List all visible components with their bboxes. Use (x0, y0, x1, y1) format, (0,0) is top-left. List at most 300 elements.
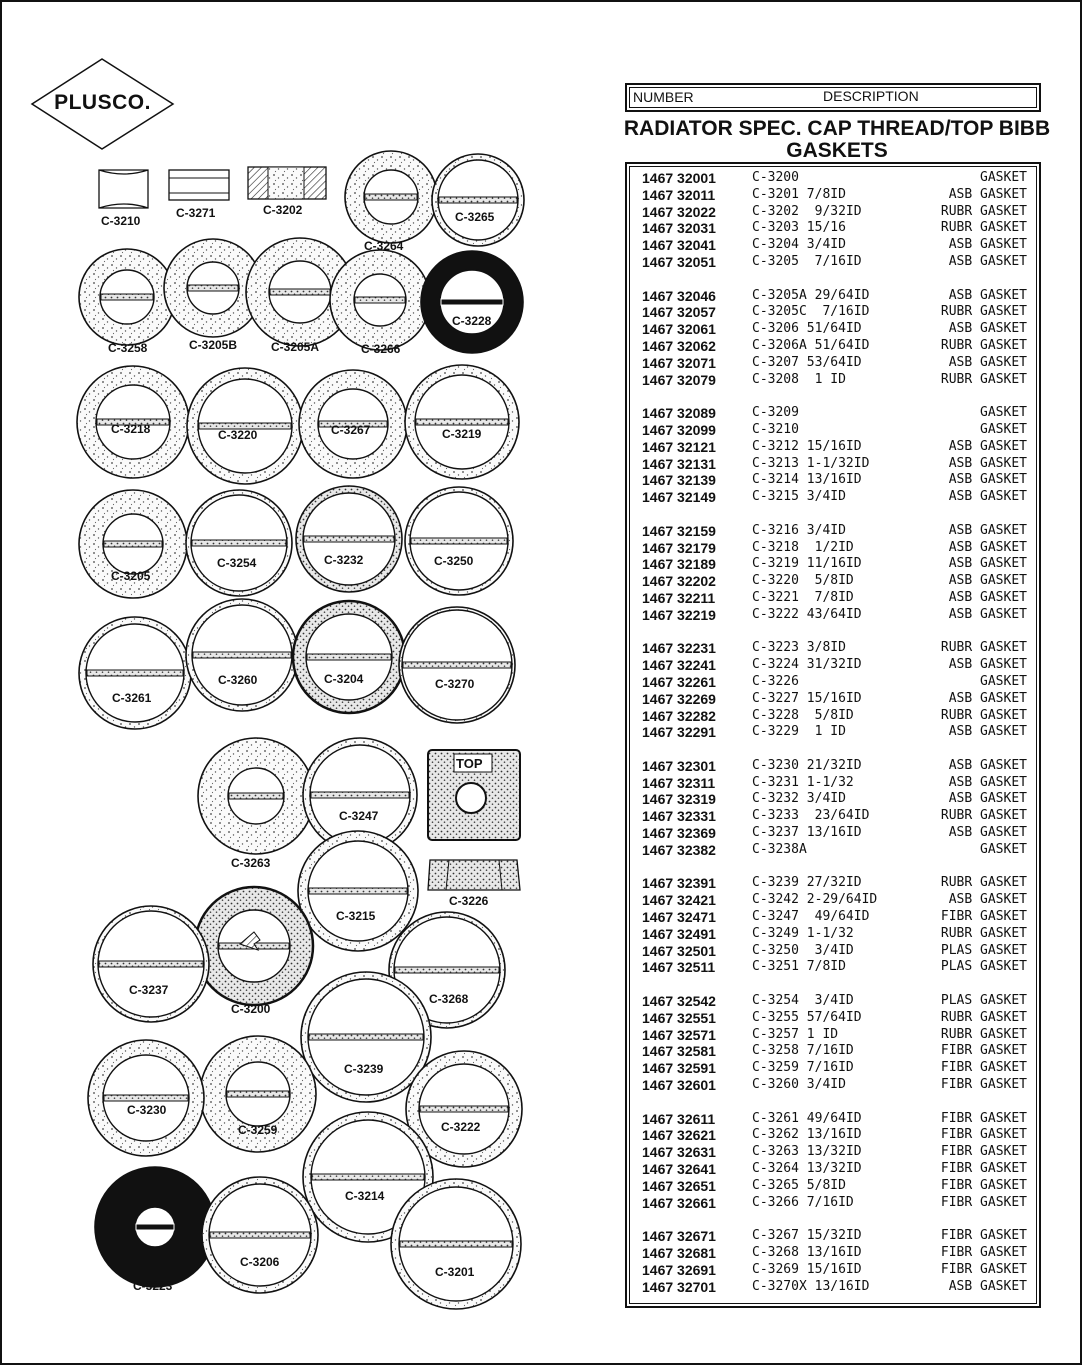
part-label: C-3266 (361, 342, 401, 356)
part-description: C-3215 3/4ID (752, 489, 846, 505)
gasket-bar (101, 294, 153, 300)
part-description: C-3238A (752, 841, 807, 857)
table-row (642, 1060, 1037, 1077)
part-number: 1467 32022 (642, 203, 716, 220)
table-row (642, 926, 1037, 943)
part-number: 1467 32511 (642, 959, 716, 976)
table-row (642, 657, 1037, 674)
part-description: C-3267 15/32ID (752, 1228, 862, 1244)
table-row (642, 590, 1037, 607)
part-type: RUBR GASKET (940, 371, 1027, 387)
table-row (642, 355, 1037, 372)
gasket-bar (365, 194, 417, 200)
part-label: C-3200 (231, 1002, 271, 1016)
table-row (642, 1228, 1037, 1245)
part-label: C-3264 (364, 239, 404, 253)
part-description: C-3226 (752, 673, 799, 689)
table-row (642, 1027, 1037, 1044)
part-number: 1467 32062 (642, 337, 716, 354)
part-number: 1467 32241 (642, 657, 716, 674)
part-type: PLAS GASKET (940, 993, 1027, 1009)
gasket-shape (99, 170, 148, 208)
logo-text: PLUSCO. (54, 91, 151, 114)
part-type: FIBR GASKET (940, 1043, 1027, 1059)
table-row (642, 791, 1037, 808)
part-number: 1467 32079 (642, 371, 716, 388)
part-type: ASB GASKET (948, 724, 1027, 740)
part-description: C-3268 13/16ID (752, 1245, 862, 1260)
part-description: C-3251 7/8ID (752, 959, 846, 975)
part-description: C-3264 13/32ID (752, 1161, 862, 1177)
table-row (642, 204, 1037, 221)
part-type: FIBR GASKET (940, 1060, 1027, 1076)
table-row (642, 1178, 1037, 1195)
table-row (642, 943, 1037, 960)
part-number: 1467 32501 (642, 942, 716, 959)
part-number: 1467 32031 (642, 220, 716, 237)
table-row (642, 1111, 1037, 1128)
part-description: C-3229 1 ID (752, 724, 846, 740)
gasket-bar (304, 536, 394, 542)
part-description: C-3249 1-1/32 (752, 925, 854, 941)
table-row (642, 808, 1037, 825)
part-description: C-3222 43/64ID (752, 606, 862, 622)
part-number: 1467 32571 (642, 1026, 716, 1043)
part-label: C-3230 (127, 1103, 167, 1117)
part-description: C-3209 (752, 405, 799, 421)
part-label: C-3202 (263, 203, 303, 217)
part-number: 1467 32542 (642, 993, 716, 1010)
part-number: 1467 32099 (642, 421, 716, 438)
part-description: C-3237 13/16ID (752, 825, 862, 841)
gasket-bar (229, 793, 283, 799)
part-number: 1467 32601 (642, 1077, 716, 1094)
part-description: C-3208 1 ID (752, 371, 846, 387)
part-description: C-3221 7/8ID (752, 589, 854, 605)
gasket-bar (395, 967, 499, 973)
part-label: C-3254 (217, 556, 257, 570)
table-row (642, 875, 1037, 892)
gasket-bar (312, 1174, 424, 1180)
part-number: 1467 32219 (642, 606, 716, 623)
part-label: C-3220 (218, 428, 258, 442)
gasket-bar (192, 540, 286, 546)
part-label: C-3223 (133, 1279, 173, 1293)
part-description: C-3213 1-1/32ID (752, 455, 870, 471)
gasket-bar (439, 197, 517, 203)
part-type: ASB GASKET (948, 757, 1027, 773)
part-type: RUBR GASKET (940, 304, 1027, 320)
table-row (642, 1195, 1037, 1212)
part-label: C-3222 (441, 1120, 481, 1134)
part-description: C-3227 15/16ID (752, 690, 862, 706)
part-label: C-3206 (240, 1255, 280, 1269)
gasket-bar (104, 1095, 188, 1101)
part-label: C-3271 (176, 206, 216, 220)
part-type: ASB GASKET (948, 472, 1027, 488)
part-number: 1467 32491 (642, 925, 716, 942)
table-row (642, 909, 1037, 926)
part-description: C-3220 5/8ID (752, 573, 854, 589)
table-row (642, 254, 1037, 271)
table-row (642, 288, 1037, 305)
part-type: GASKET (980, 673, 1027, 689)
part-type: PLAS GASKET (940, 959, 1027, 975)
table-row (642, 1144, 1037, 1161)
part-description: C-3233 23/64ID (752, 808, 870, 824)
part-label: C-3259 (238, 1123, 278, 1137)
table-row (642, 993, 1037, 1010)
part-description: C-3263 13/32ID (752, 1144, 862, 1160)
gasket-bar (416, 419, 508, 425)
table-row (642, 674, 1037, 691)
part-description: C-3223 3/8ID (752, 640, 846, 656)
part-description: C-3207 53/64ID (752, 354, 862, 370)
table-row (642, 338, 1037, 355)
gasket-bar (411, 538, 507, 544)
part-description: C-3228 5/8ID (752, 707, 854, 723)
part-type: ASB GASKET (948, 287, 1027, 303)
gasket-bar (188, 285, 238, 291)
gasket-bar (87, 670, 183, 676)
part-type: GASKET (980, 421, 1027, 437)
part-number: 1467 32057 (642, 304, 716, 321)
gasket-shape (428, 860, 520, 890)
part-number: 1467 32121 (642, 438, 716, 455)
part-description: C-3270X 13/16ID (752, 1278, 870, 1294)
part-number: 1467 32701 (642, 1278, 716, 1295)
part-description: C-3266 7/16ID (752, 1194, 854, 1210)
table-row (642, 724, 1037, 741)
part-description: C-3216 3/4ID (752, 522, 846, 538)
part-number: 1467 32611 (642, 1110, 716, 1127)
part-label: C-3228 (452, 314, 492, 328)
part-number: 1467 32149 (642, 489, 716, 506)
gasket-bar (403, 662, 511, 668)
gasket-bar (309, 888, 407, 894)
part-number: 1467 32621 (642, 1127, 716, 1144)
part-type: RUBR GASKET (940, 220, 1027, 236)
part-number: 1467 32071 (642, 354, 716, 371)
part-number: 1467 32591 (642, 1060, 716, 1077)
part-type: FIBR GASKET (940, 1077, 1027, 1093)
table-row (642, 1127, 1037, 1144)
part-type: ASB GASKET (948, 522, 1027, 538)
part-type: ASB GASKET (948, 825, 1027, 841)
part-type: RUBR GASKET (940, 203, 1027, 219)
part-number: 1467 32179 (642, 539, 716, 556)
part-label: C-3265 (455, 210, 495, 224)
table-row (642, 573, 1037, 590)
part-description: C-3230 21/32ID (752, 757, 862, 773)
part-number: 1467 32382 (642, 841, 716, 858)
gasket-bar (104, 541, 162, 547)
title-line-1: RADIATOR SPEC. CAP THREAD/TOP BIBB (623, 117, 1051, 140)
table-row (642, 422, 1037, 439)
part-label: C-3260 (218, 673, 258, 687)
table-row (642, 304, 1037, 321)
part-number: 1467 32391 (642, 875, 716, 892)
part-label: C-3214 (345, 1189, 385, 1203)
part-description: C-3205 7/16ID (752, 253, 862, 269)
table-row (642, 1245, 1037, 1262)
part-number: 1467 32001 (642, 170, 716, 186)
part-type: ASB GASKET (948, 556, 1027, 572)
part-type: FIBR GASKET (940, 1228, 1027, 1244)
table-row (642, 170, 1037, 187)
part-description: C-3239 27/32ID (752, 875, 862, 891)
part-description: C-3260 3/4ID (752, 1077, 846, 1093)
part-type: RUBR GASKET (940, 707, 1027, 723)
part-type: FIBR GASKET (940, 1177, 1027, 1193)
part-description: C-3200 (752, 170, 799, 185)
part-label: C-3218 (111, 422, 151, 436)
part-type: ASB GASKET (948, 321, 1027, 337)
part-number: 1467 32061 (642, 321, 716, 338)
gasket-bar (270, 289, 330, 295)
part-description: C-3205C 7/16ID (752, 304, 870, 320)
part-type: ASB GASKET (948, 354, 1027, 370)
part-type: RUBR GASKET (940, 925, 1027, 941)
description-header: DESCRIPTION (823, 88, 919, 104)
gasket-bar (311, 792, 409, 798)
part-type: RUBR GASKET (940, 337, 1027, 353)
part-description: C-3269 15/16ID (752, 1261, 862, 1277)
part-description: C-3231 1-1/32 (752, 774, 854, 790)
part-type: ASB GASKET (948, 589, 1027, 605)
part-type: FIBR GASKET (940, 1144, 1027, 1160)
part-description: C-3250 3/4ID (752, 942, 854, 958)
part-number: 1467 32011 (642, 186, 716, 203)
part-number: 1467 32051 (642, 253, 716, 270)
part-description: C-3214 13/16ID (752, 472, 862, 488)
part-label: C-3263 (231, 856, 271, 870)
part-number: 1467 32551 (642, 1009, 716, 1026)
part-number: 1467 32471 (642, 909, 716, 926)
column-header (625, 83, 1041, 112)
part-type: FIBR GASKET (940, 1127, 1027, 1143)
part-type: PLAS GASKET (940, 942, 1027, 958)
table-row (642, 1262, 1037, 1279)
gasket-bar (420, 1106, 508, 1112)
table-row (642, 523, 1037, 540)
part-label: C-3232 (324, 553, 364, 567)
part-description: C-3206A 51/64ID (752, 337, 870, 353)
part-label: C-3205B (189, 338, 238, 352)
gasket-bar (355, 297, 405, 303)
top-label: TOP (456, 756, 483, 771)
part-type: ASB GASKET (948, 253, 1027, 269)
gasket-illustration (2, 2, 602, 1332)
table-row (642, 758, 1037, 775)
part-description: C-3247 49/64ID (752, 909, 870, 925)
part-type: FIBR GASKET (940, 909, 1027, 925)
part-type: FIBR GASKET (940, 1161, 1027, 1177)
number-header: NUMBER (633, 89, 694, 105)
gasket-bar (307, 654, 391, 660)
part-type: GASKET (980, 405, 1027, 421)
part-type: ASB GASKET (948, 774, 1027, 790)
part-description: C-3257 1 ID (752, 1026, 839, 1042)
table-row (642, 321, 1037, 338)
part-description: C-3242 2-29/64ID (752, 892, 878, 908)
table-row (642, 691, 1037, 708)
table-row (642, 959, 1037, 976)
part-description: C-3203 15/16 (752, 220, 846, 236)
part-description: C-3224 31/32ID (752, 657, 862, 673)
part-type: GASKET (980, 841, 1027, 857)
part-number: 1467 32189 (642, 556, 716, 573)
part-description: C-3259 7/16ID (752, 1060, 854, 1076)
part-label: C-3270 (435, 677, 475, 691)
gasket-bar (99, 961, 203, 967)
part-number: 1467 32581 (642, 1043, 716, 1060)
part-description: C-3255 57/64ID (752, 1009, 862, 1025)
part-number: 1467 32661 (642, 1194, 716, 1211)
table-row (642, 456, 1037, 473)
part-description: C-3265 5/8ID (752, 1177, 846, 1193)
part-number: 1467 32261 (642, 673, 716, 690)
gasket-bar (136, 1224, 174, 1230)
part-type: ASB GASKET (948, 1278, 1027, 1294)
part-type: ASB GASKET (948, 186, 1027, 202)
part-type: ASB GASKET (948, 438, 1027, 454)
part-number: 1467 32681 (642, 1245, 716, 1261)
part-description: C-3262 13/16ID (752, 1127, 862, 1143)
part-label: C-3268 (429, 992, 469, 1006)
part-type: RUBR GASKET (940, 1026, 1027, 1042)
part-label: C-3239 (344, 1062, 384, 1076)
gasket-bar (227, 1091, 289, 1097)
table-row (642, 489, 1037, 506)
part-label: C-3267 (331, 423, 371, 437)
page-title (602, 118, 1072, 162)
part-label: C-3201 (435, 1265, 475, 1279)
part-type: ASB GASKET (948, 573, 1027, 589)
part-type: ASB GASKET (948, 690, 1027, 706)
part-description: C-3204 3/4ID (752, 237, 846, 253)
part-description: C-3206 51/64ID (752, 321, 862, 337)
part-number: 1467 32202 (642, 573, 716, 590)
part-description: C-3258 7/16ID (752, 1043, 854, 1059)
table-row (642, 439, 1037, 456)
part-description: C-3201 7/8ID (752, 186, 846, 202)
table-row (642, 472, 1037, 489)
part-number: 1467 32282 (642, 707, 716, 724)
part-number: 1467 32231 (642, 640, 716, 657)
part-label: C-3204 (324, 672, 364, 686)
part-type: ASB GASKET (948, 237, 1027, 253)
part-type: FIBR GASKET (940, 1110, 1027, 1126)
part-number: 1467 32041 (642, 237, 716, 254)
part-type: ASB GASKET (948, 455, 1027, 471)
table-row (642, 892, 1037, 909)
part-label: C-3205A (271, 340, 320, 354)
part-number: 1467 32691 (642, 1261, 716, 1278)
part-number: 1467 32331 (642, 808, 716, 825)
part-label: C-3205 (111, 569, 151, 583)
table-row (642, 405, 1037, 422)
table-row (642, 220, 1037, 237)
part-type: ASB GASKET (948, 657, 1027, 673)
part-type: ASB GASKET (948, 791, 1027, 807)
part-type: ASB GASKET (948, 489, 1027, 505)
part-number: 1467 32651 (642, 1177, 716, 1194)
table-row (642, 556, 1037, 573)
part-number: 1467 32139 (642, 472, 716, 489)
part-description: C-3219 11/16ID (752, 556, 862, 572)
part-number: 1467 32631 (642, 1144, 716, 1161)
gasket-bar (193, 652, 291, 658)
part-type: RUBR GASKET (940, 640, 1027, 656)
table-row (642, 842, 1037, 859)
part-number: 1467 32046 (642, 287, 716, 304)
part-type: RUBR GASKET (940, 1009, 1027, 1025)
table-row (642, 372, 1037, 389)
part-number: 1467 32301 (642, 757, 716, 774)
title-line-2: GASKETS (786, 139, 888, 162)
part-label: C-3258 (108, 341, 148, 355)
part-number: 1467 32319 (642, 791, 716, 808)
table-row (642, 1010, 1037, 1027)
part-description: C-3210 (752, 421, 799, 437)
table-row (642, 1161, 1037, 1178)
part-label: C-3247 (339, 809, 379, 823)
part-number: 1467 32159 (642, 522, 716, 539)
table-row (642, 1279, 1037, 1296)
table-row (642, 708, 1037, 725)
gasket-bar (441, 299, 503, 305)
part-number: 1467 32089 (642, 405, 716, 422)
part-type: FIBR GASKET (940, 1194, 1027, 1210)
part-number: 1467 32269 (642, 690, 716, 707)
table-row (642, 825, 1037, 842)
table-row (642, 775, 1037, 792)
table-row (642, 607, 1037, 624)
part-type: RUBR GASKET (940, 808, 1027, 824)
gasket-shape (169, 170, 229, 200)
part-label: C-3219 (442, 427, 482, 441)
table-row (642, 187, 1037, 204)
part-type: FIBR GASKET (940, 1245, 1027, 1260)
part-number: 1467 32671 (642, 1228, 716, 1245)
table-row (642, 540, 1037, 557)
table-row (642, 237, 1037, 254)
part-number: 1467 32131 (642, 455, 716, 472)
part-type: RUBR GASKET (940, 875, 1027, 891)
part-description: C-3254 3/4ID (752, 993, 854, 1009)
part-description: C-3261 49/64ID (752, 1110, 862, 1126)
part-number: 1467 32421 (642, 892, 716, 909)
part-number: 1467 32291 (642, 724, 716, 741)
part-number: 1467 32369 (642, 825, 716, 842)
part-number: 1467 32211 (642, 589, 716, 606)
part-label: C-3226 (449, 894, 489, 908)
table-row (642, 1043, 1037, 1060)
part-description: C-3232 3/4ID (752, 791, 846, 807)
table-row (642, 1077, 1037, 1094)
part-label: C-3250 (434, 554, 474, 568)
part-description: C-3202 9/32ID (752, 203, 862, 219)
part-description: C-3205A 29/64ID (752, 287, 870, 303)
gasket-bar (309, 1034, 423, 1040)
part-number: 1467 32641 (642, 1161, 716, 1178)
part-label: C-3237 (129, 983, 169, 997)
part-type: FIBR GASKET (940, 1261, 1027, 1277)
gasket-bar (210, 1232, 310, 1238)
part-type: ASB GASKET (948, 892, 1027, 908)
part-description: C-3218 1/2ID (752, 539, 854, 555)
